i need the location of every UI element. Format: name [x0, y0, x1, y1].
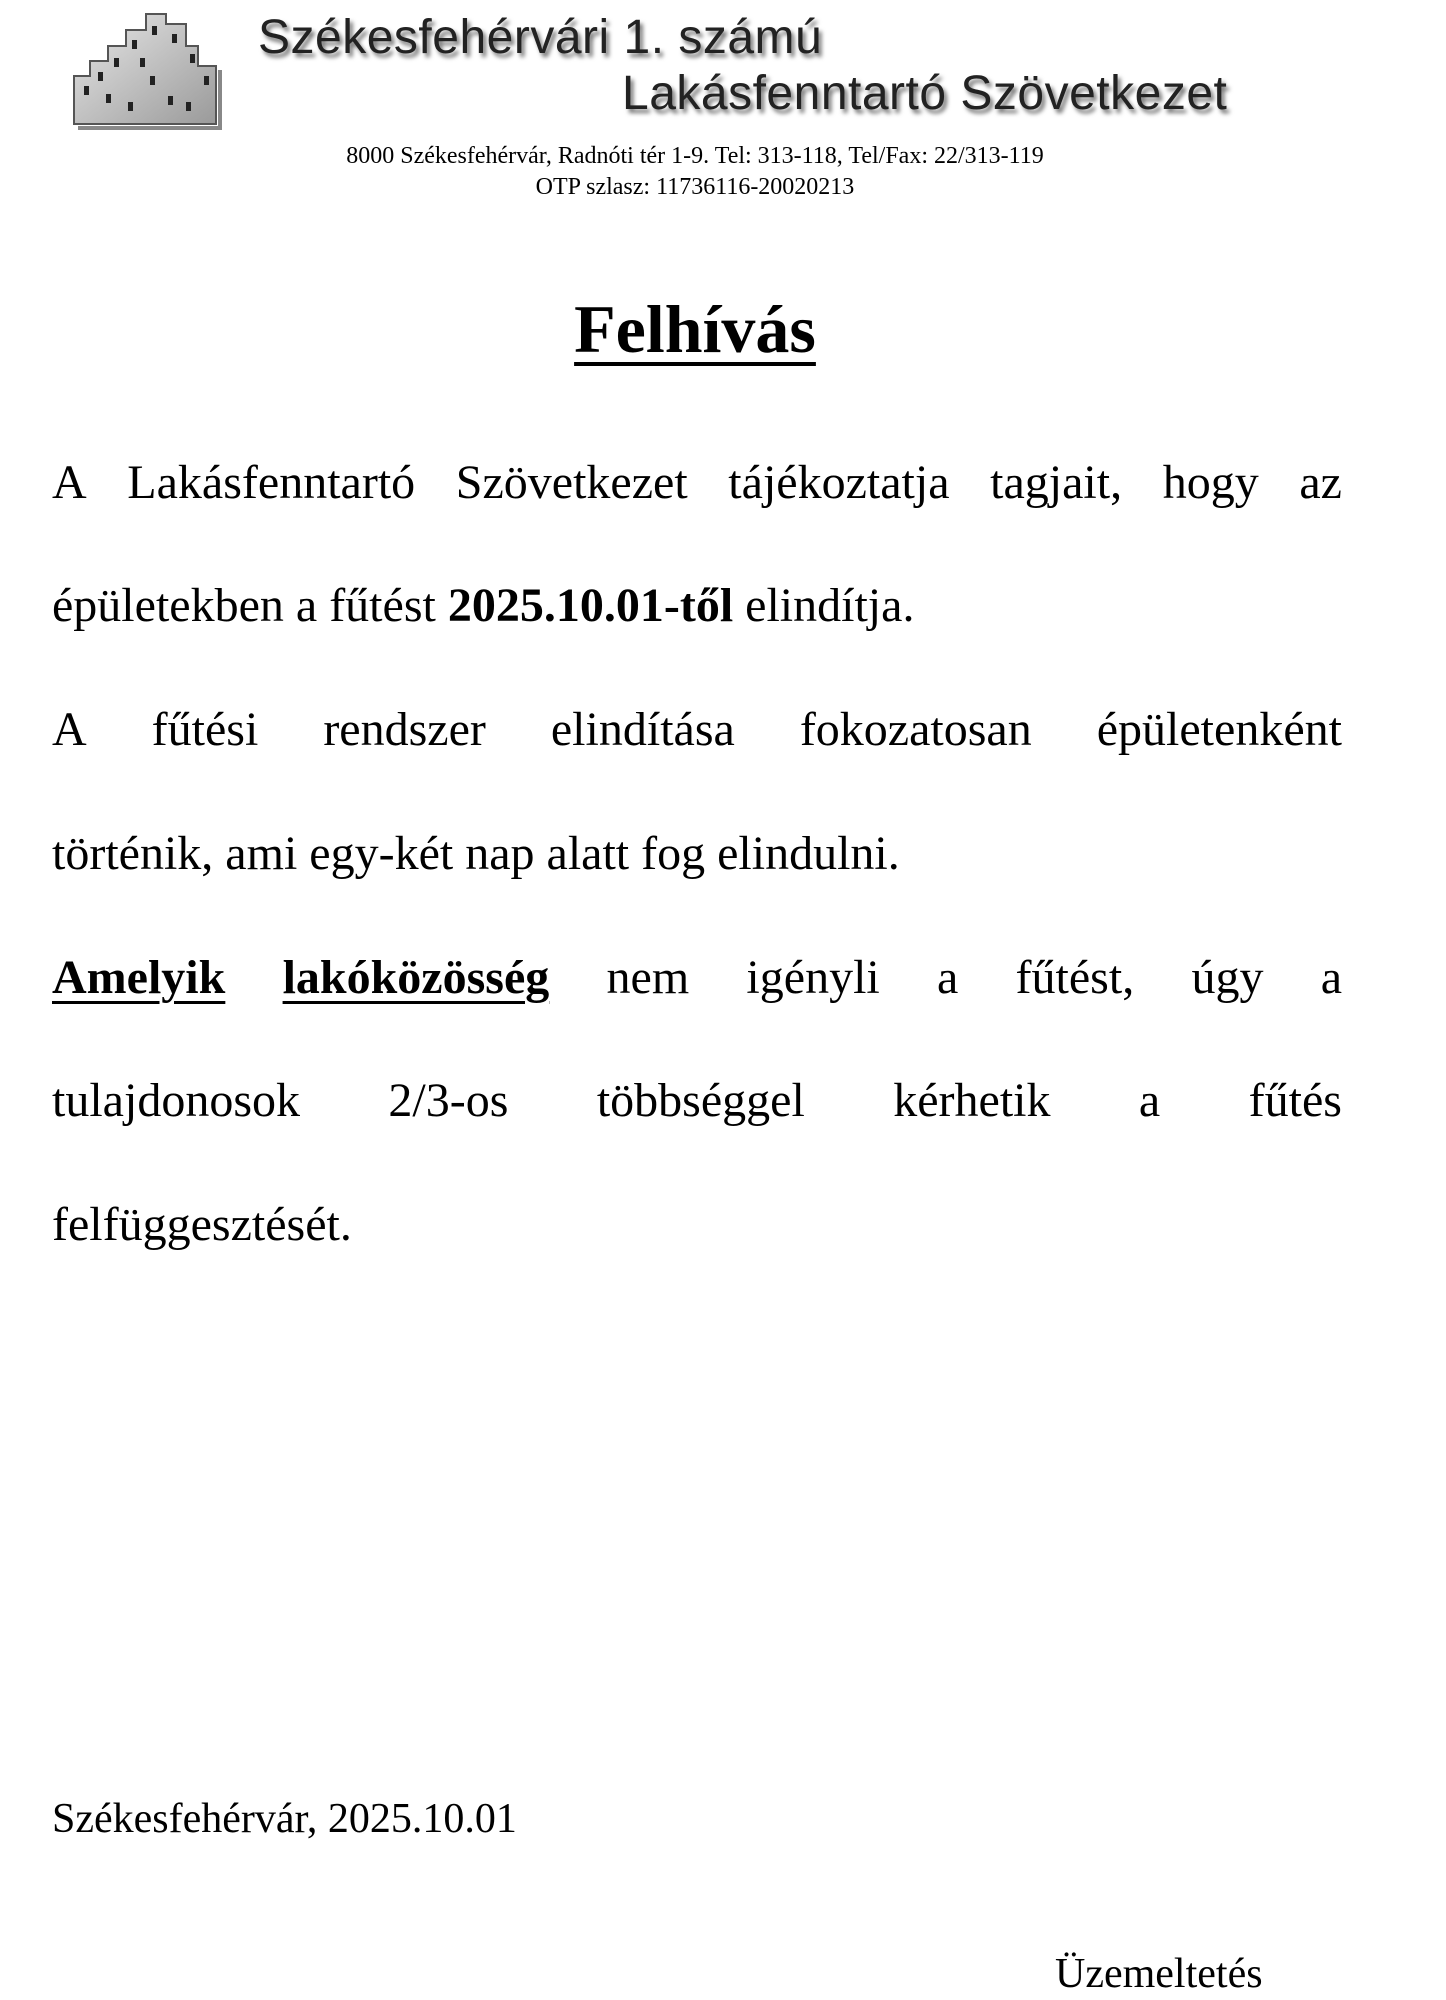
word: tulajdonosok [52, 1074, 300, 1127]
word: többséggel [596, 1074, 805, 1127]
address-line: 8000 Székesfehérvár, Radnóti tér 1-9. Tel: 313-118, Tel/Fax: 22/313-119 [346, 143, 1044, 169]
word: kérhetik [893, 1074, 1051, 1127]
word: épületenként [1096, 703, 1342, 756]
emphasis-word: lakóközösség [282, 951, 550, 1004]
word: Szövetkezet [455, 456, 688, 509]
paragraph3-line3: felfüggesztését. [52, 1198, 352, 1251]
word: fűtés [1248, 1074, 1342, 1127]
place-and-date: Székesfehérvár, 2025.10.01 [52, 1796, 517, 1842]
word: tájékoztatja [728, 456, 950, 509]
paragraph3-line2 [52, 1073, 1342, 1128]
word: az [1299, 456, 1342, 509]
word: A [52, 703, 87, 756]
paragraph1-line2 [52, 578, 1342, 633]
bank-account-line: OTP szlasz: 11736116-20020213 [535, 174, 855, 200]
paragraph2-line1 [52, 702, 1342, 757]
paragraph1-line1 [52, 455, 1342, 510]
emphasis-word: Amelyik [52, 951, 226, 1004]
word: úgy [1191, 951, 1264, 1004]
word: elindítása [550, 703, 735, 756]
word: 2/3-os [388, 1074, 509, 1127]
word: nem [606, 951, 690, 1004]
word: a [936, 951, 959, 1004]
cooperative-logo-icon [66, 6, 226, 136]
text: elindítja. [733, 579, 915, 632]
word: tagjait, [990, 456, 1123, 509]
word: fokozatosan [799, 703, 1032, 756]
notice-title [0, 290, 1390, 369]
word: fűtési [151, 703, 259, 756]
word: igényli [746, 951, 880, 1004]
word: A [52, 456, 87, 509]
start-date: 2025.10.01-től [447, 579, 734, 632]
word: a [1320, 951, 1342, 1004]
word: hogy [1162, 456, 1259, 509]
paragraph3-line1 [52, 950, 1342, 1005]
word: a [1138, 1074, 1161, 1127]
paragraph2-line2: történik, ami egy-két nap alatt fog elindulni. [52, 827, 900, 880]
notice-title-text: Felhívás [574, 291, 816, 367]
word: fűtést, [1015, 951, 1135, 1004]
signature: Üzemeltetés [1055, 1951, 1263, 1997]
text: épületekben a fűtést [52, 579, 448, 632]
organization-name-line1: Székesfehérvári 1. számú [258, 11, 823, 64]
word: rendszer [323, 703, 486, 756]
word: Lakásfenntartó [127, 456, 416, 509]
organization-name-line2: Lakásfenntartó Szövetkezet [622, 67, 1228, 120]
